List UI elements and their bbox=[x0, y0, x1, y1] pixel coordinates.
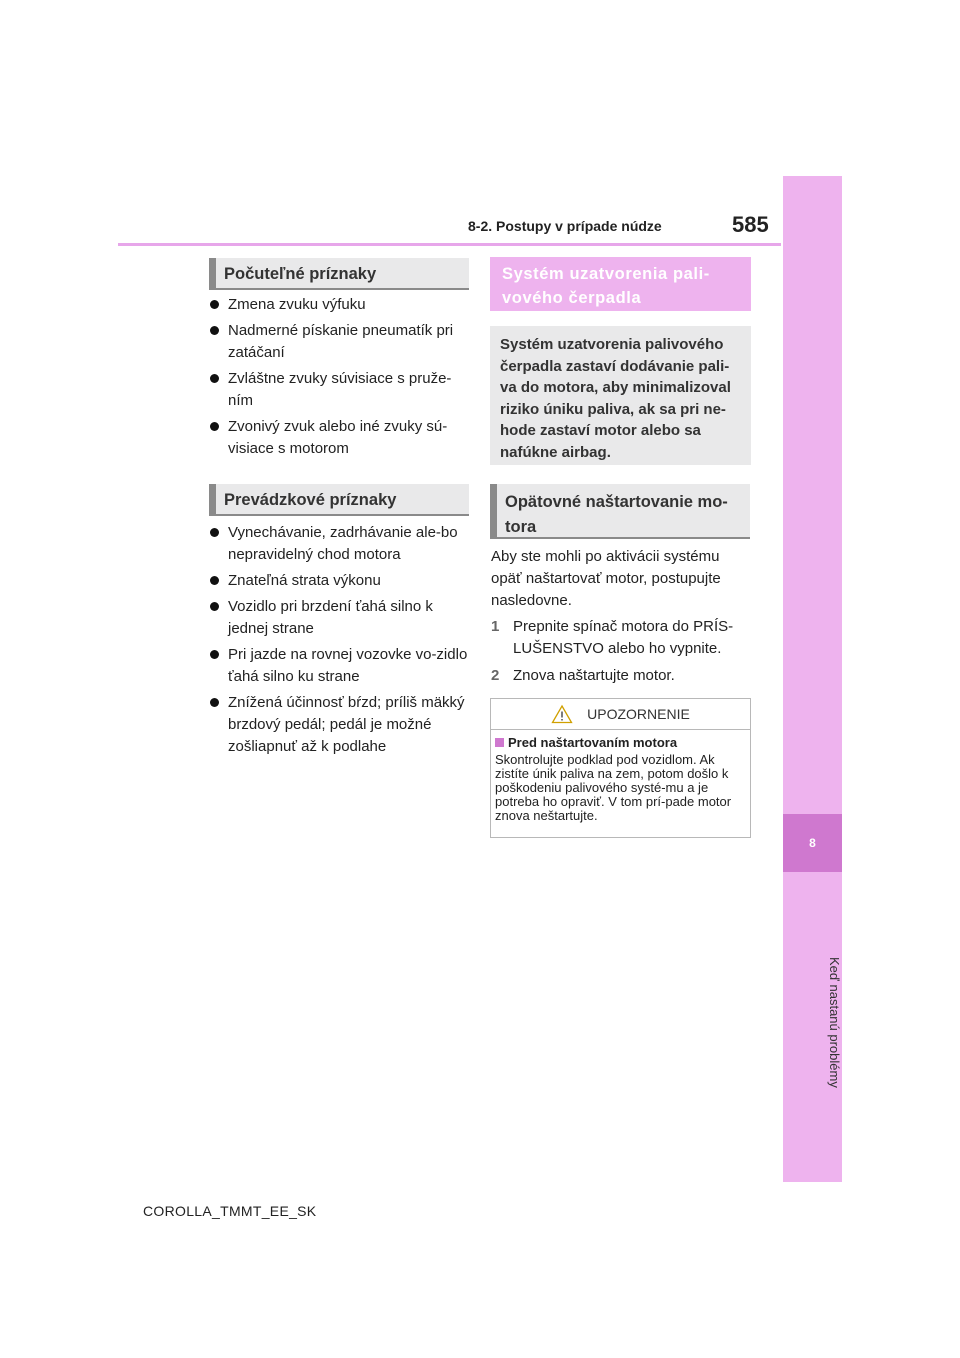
step-item bbox=[491, 665, 753, 687]
step-text: Znova naštartujte motor. bbox=[513, 667, 675, 684]
fuel-pump-shutoff-heading bbox=[490, 257, 751, 311]
warning-text: Skontrolujte podklad pod vozidlom. Ak zistíte únik paliva na zem, potom došlo k poškodeniu palivového systé-mu a je potreba ho opraviť. V tom prí-pade motor znova neštartujte. bbox=[495, 752, 732, 823]
operational-symptoms-heading bbox=[209, 484, 469, 516]
engine-restart-heading bbox=[490, 484, 750, 539]
chapter-number: 8 bbox=[809, 836, 816, 850]
list-item: Zvláštne zvuky súvisiace s pruže-ním bbox=[210, 368, 470, 412]
operational-heading-text: Prevádzkové príznaky bbox=[224, 490, 397, 509]
document-code: COROLLA_TMMT_EE_SK bbox=[143, 1203, 317, 1219]
restart-steps bbox=[491, 611, 753, 687]
list-item: Vozidlo pri brzdení ťahá silno k jednej strane bbox=[210, 596, 470, 640]
warning-subtitle: Pred naštartovaním motora bbox=[495, 735, 746, 751]
list-item: Zvonivý zvuk alebo iné zvuky sú-visiace s motorom bbox=[210, 416, 470, 460]
warning-box bbox=[490, 698, 751, 838]
list-item: Znížená účinnosť bŕzd; príliš mäkký brzdový pedál; pedál je možné zošliapnuť až k podlahe bbox=[210, 692, 470, 758]
audible-heading-text: Počuteľné príznaky bbox=[224, 264, 377, 283]
warning-triangle-icon bbox=[551, 704, 573, 724]
square-bullet-icon bbox=[495, 738, 504, 747]
page-number: 585 bbox=[732, 212, 769, 237]
warning-header bbox=[491, 699, 750, 730]
audible-symptoms-list bbox=[210, 294, 470, 464]
fuel-pump-heading-text: Systém uzatvorenia pali-vového čerpadla bbox=[502, 265, 710, 307]
step-number: 2 bbox=[491, 667, 500, 684]
restart-intro: Aby ste mohli po aktivácii systému opäť naštartovať motor, postupujte nasledovne. bbox=[491, 548, 721, 609]
step-number: 1 bbox=[491, 618, 500, 635]
warning-body bbox=[491, 730, 750, 823]
chapter-label bbox=[783, 880, 842, 1160]
chapter-label-text: Keď nastanú problémy bbox=[827, 956, 842, 1088]
list-item: Nadmerné pískanie pneumatík pri zatáčaní bbox=[210, 320, 470, 364]
list-item: Pri jazde na rovnej vozovke vo-zidlo ťahá silno ku strane bbox=[210, 644, 470, 688]
fuel-pump-info-text: Systém uzatvorenia palivového čerpadla zastaví dodávanie pali-va do motora, aby minimalizoval riziko úniku paliva, ak sa pri ne-hode zastaví motor alebo sa nafúkne airbag. bbox=[500, 336, 731, 461]
warning-title: UPOZORNENIE bbox=[587, 706, 690, 722]
fuel-pump-info-box bbox=[490, 326, 751, 465]
audible-symptoms-heading bbox=[209, 258, 469, 290]
header-rule bbox=[118, 243, 781, 246]
step-item bbox=[491, 616, 753, 660]
list-item: Vynechávanie, zadrhávanie ale-bo nepravidelný chod motora bbox=[210, 522, 470, 566]
step-text: Prepnite spínač motora do PRÍS-LUŠENSTVO alebo ho vypnite. bbox=[513, 618, 734, 657]
section-title: 8-2. Postupy v prípade núdze bbox=[468, 218, 662, 234]
engine-restart-heading-text: Opätovné naštartovanie mo-tora bbox=[505, 493, 728, 536]
list-item: Znateľná strata výkonu bbox=[210, 570, 470, 592]
list-item: Zmena zvuku výfuku bbox=[210, 294, 470, 316]
chapter-number-tab[interactable] bbox=[783, 814, 842, 872]
operational-symptoms-list bbox=[210, 522, 470, 762]
